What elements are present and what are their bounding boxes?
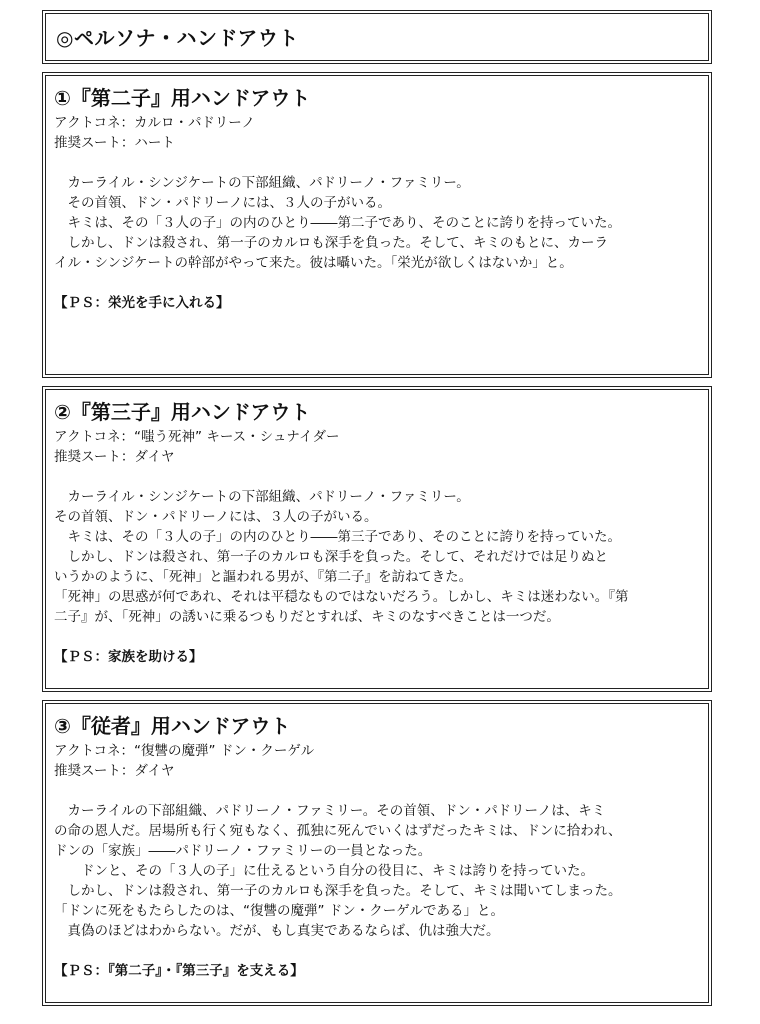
handout-body xyxy=(54,173,703,273)
handout-heading: ③『従者』用ハンドアウト xyxy=(54,714,291,738)
body-line: しかし、ドンは殺され、第一子のカルロも深手を負った。そして、キミのもとに、カーラ xyxy=(54,235,609,251)
body-line: いうかのように、「死神」と謳われる男が、『第二子』を訪ねてきた。 xyxy=(54,569,473,585)
handout-suit: 推奨スート：ダイヤ xyxy=(54,449,175,465)
body-line: イル・シンジケートの幹部がやって来た。彼は囁いた。「栄光が欲しくはないか」と。 xyxy=(54,255,573,271)
body-line: カーライル・シンジケートの下部組織、パドリーノ・ファミリー。 xyxy=(54,489,470,505)
handout-body xyxy=(54,487,703,627)
body-line: キミは、その「３人の子」の内のひとり――第三子であり、そのことに誇りを持っていた。 xyxy=(54,529,621,545)
body-line: 二子』が、「死神」の誘いに乗るつもりだとすれば、キミのなすべきことは一つだ。 xyxy=(54,609,560,625)
handout-body xyxy=(54,801,703,941)
handout-actcone: アクトコネ：“復讐の魔弾” ドン・クーゲル xyxy=(54,743,315,759)
body-line: キミは、その「３人の子」の内のひとり――第二子であり、そのことに誇りを持っていた。 xyxy=(54,215,621,231)
body-line: しかし、ドンは殺され、第一子のカルロも深手を負った。そして、キミは聞いてしまった。 xyxy=(54,883,622,899)
handout-box-2 xyxy=(42,386,712,692)
body-line: 真偽のほどはわからない。だが、もし真実であるならば、仇は強大だ。 xyxy=(54,923,500,939)
body-line: ドンの「家族」――パドリーノ・ファミリーの一員となった。 xyxy=(54,843,432,859)
handout-actcone: アクトコネ：“嗤う死神” キース・シュナイダー xyxy=(54,429,340,445)
handout-ps: 【ＰＳ：家族を助ける】 xyxy=(54,649,203,665)
handout-box-1 xyxy=(42,72,712,378)
page-title-box xyxy=(42,10,712,64)
body-line: の命の恩人だ。居場所も行く宛もなく、孤独に死んでいくはずだったキミは、ドンに拾われ、 xyxy=(54,823,622,839)
body-line: ドンと、その「３人の子」に仕えるという自分の役目に、キミは誇りを持っていた。 xyxy=(54,863,594,879)
body-line: その首領、ドン・パドリーノには、３人の子がいる。 xyxy=(54,509,378,525)
handout-actcone: アクトコネ：カルロ・パドリーノ xyxy=(54,115,256,131)
handout-suit: 推奨スート：ハート xyxy=(54,135,175,151)
body-line: しかし、ドンは殺され、第一子のカルロも深手を負った。そして、それだけでは足りぬと xyxy=(54,549,609,565)
body-line: その首領、ドン・パドリーノには、３人の子がいる。 xyxy=(54,195,391,211)
handout-ps: 【ＰＳ：『第二子』・『第三子』を支える】 xyxy=(54,963,304,979)
handout-box-3 xyxy=(42,700,712,1006)
body-line: カーライル・シンジケートの下部組織、パドリーノ・ファミリー。 xyxy=(54,175,470,191)
body-line: カーライルの下部組織、パドリーノ・ファミリー。その首領、ドン・パドリーノは、キミ xyxy=(54,803,606,819)
handout-ps: 【ＰＳ：栄光を手に入れる】 xyxy=(54,295,230,311)
body-line: 「死神」の思惑が何であれ、それは平穏なものではないだろう。しかし、キミは迷わない。『第 xyxy=(54,589,629,605)
handout-suit: 推奨スート：ダイヤ xyxy=(54,763,175,779)
page-title: ◎ペルソナ・ハンドアウト xyxy=(56,26,299,50)
handout-heading: ①『第二子』用ハンドアウト xyxy=(54,86,311,110)
handout-heading: ②『第三子』用ハンドアウト xyxy=(54,400,311,424)
body-line: 「ドンに死をもたらしたのは、“復讐の魔弾” ドン・クーゲルである」と。 xyxy=(54,903,505,919)
